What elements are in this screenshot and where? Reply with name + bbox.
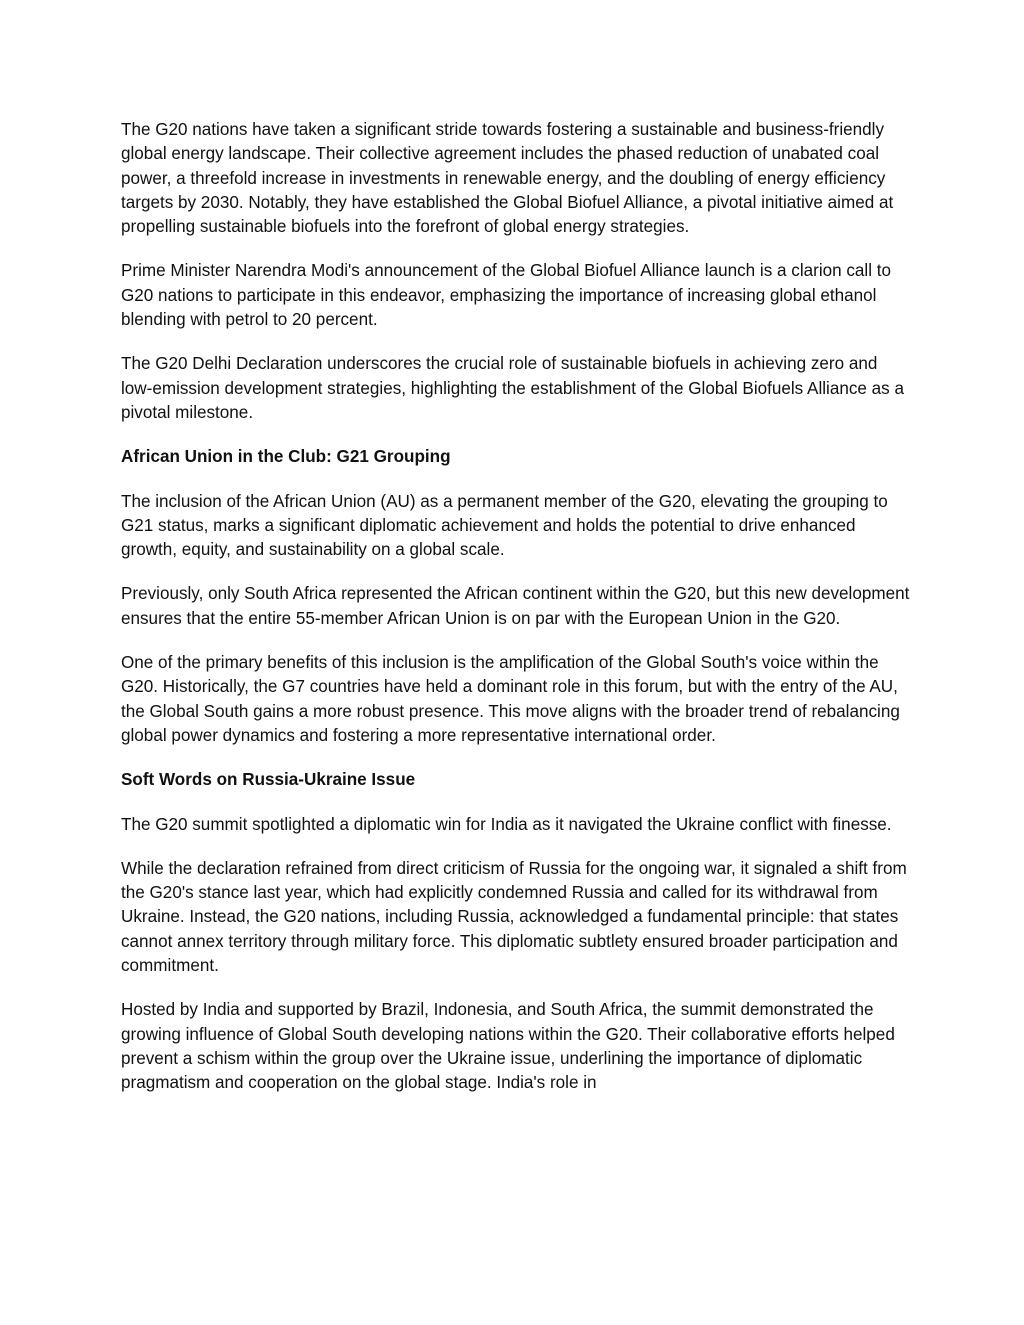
document-page [121,118,911,1116]
heading-russia-ukraine: Soft Words on Russia-Ukraine Issue [121,770,416,790]
paragraph-global-south-voice: One of the primary benefits of this inclusion is the amplification of the Global South's voice within the G20. Historically, the G7 countries have held a dominant role in this forum, but with the entry of the AU, the Global South gains a more robust presence. This move aligns with the broader trend of rebalancing global power dynamics and fostering a more representative international order. [121,653,900,745]
paragraph-delhi-declaration: The G20 Delhi Declaration underscores the crucial role of sustainable biofuels in achieving zero and low-emission development strategies, highlighting the establishment of the Global Biofuels Alliance as a pivotal milestone. [121,354,904,422]
paragraph-south-africa: Previously, only South Africa represented the African continent within the G20, but this new development ensures that the entire 55-member African Union is on par with the European Union in the G20. [121,584,910,628]
paragraph-hosted-by-india: Hosted by India and supported by Brazil, Indonesia, and South Africa, the summit demonstrated the growing influence of Global South developing nations within the G20. Their collaborative efforts helped prevent a schism within the group over the Ukraine issue, underlining the importance of diplomatic pragmatism and cooperation on the global stage. India's role in [121,1000,895,1093]
paragraph-energy-landscape: The G20 nations have taken a significant stride towards fostering a sustainable and business-friendly global energy landscape. Their collective agreement includes the phased reduction of unabated coal power, a threefold increase in investments in renewable energy, and the doubling of energy efficiency targets by 2030. Notably, they have established the Global Biofuel Alliance, a pivotal initiative aimed at propelling sustainable biofuels into the forefront of global energy strategies. [121,120,894,237]
heading-african-union: African Union in the Club: G21 Grouping [121,447,451,467]
paragraph-biofuel-alliance-launch: Prime Minister Narendra Modi's announcement of the Global Biofuel Alliance launch is a clarion call to G20 nations to participate in this endeavor, emphasizing the importance of increasing global ethanol blending with petrol to 20 percent. [121,261,892,330]
paragraph-au-inclusion: The inclusion of the African Union (AU) as a permanent member of the G20, elevating the grouping to G21 status, marks a significant diplomatic achievement and holds the potential to drive enhanced growth, equity, and sustainability on a global scale. [121,491,888,560]
paragraph-diplomatic-win: The G20 summit spotlighted a diplomatic win for India as it navigated the Ukraine conflict with finesse. [121,814,892,834]
paragraph-declaration-shift: While the declaration refrained from direct criticism of Russia for the ongoing war, it signaled a shift from the G20's stance last year, which had explicitly condemned Russia and called for its withdrawal from Ukraine. Instead, the G20 nations, including Russia, acknowledged a fundamental principle: that states cannot annex territory through military force. This diplomatic subtlety ensured broader participation and commitment. [121,858,907,976]
